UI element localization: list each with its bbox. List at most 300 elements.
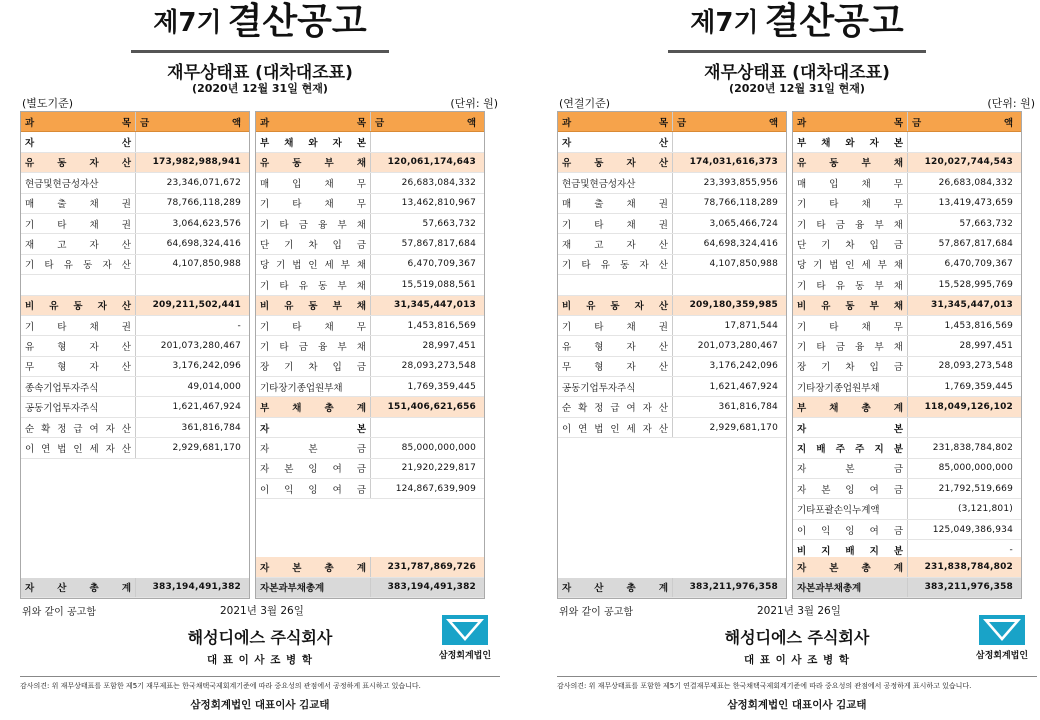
row-amount: 1,453,816,569 <box>944 320 1013 331</box>
row-amount <box>908 418 1021 437</box>
row-amount: 3,176,242,096 <box>172 361 241 372</box>
row-label-text: 자 본 <box>260 423 366 435</box>
liability-equity-row <box>793 173 1021 193</box>
equity-total-row <box>793 557 1021 577</box>
title-text: 결산공고 <box>227 1 367 42</box>
row-amount: 209,211,502,441 <box>152 300 241 311</box>
row-label-text: 비 유 동 부 채 <box>260 301 366 313</box>
row-label <box>256 397 371 416</box>
row-label <box>793 479 908 498</box>
row-amount: 26,683,084,332 <box>938 177 1013 188</box>
assets-table <box>557 111 787 599</box>
row-amount: 57,867,817,684 <box>938 239 1013 250</box>
company-name: 해성디에스 주식회사 <box>187 628 333 647</box>
assets-total-row <box>558 578 786 598</box>
row-label-text: 부 채 총 계 <box>797 403 903 415</box>
row-label-text: 현금및현금성자산 <box>25 178 99 190</box>
liability-equity-row <box>793 194 1021 214</box>
row-label <box>256 357 371 376</box>
row-label <box>793 132 908 151</box>
liability-equity-row <box>256 336 484 356</box>
row-label-text: 현금및현금성자산 <box>562 178 636 190</box>
row-label-text: 자본과부채총계 <box>260 583 325 595</box>
row-amount: 78,766,118,289 <box>703 198 778 209</box>
row-amount: 21,792,519,669 <box>938 483 1013 494</box>
row-label <box>558 194 673 213</box>
header-item <box>21 112 136 131</box>
row-label <box>558 357 673 376</box>
row-label <box>793 153 908 172</box>
asset-row <box>558 316 786 336</box>
header-amount-text: 금 액 <box>912 117 1013 129</box>
row-label <box>793 357 908 376</box>
row-amount: 28,997,451 <box>959 340 1013 351</box>
row-amount: 4,107,850,988 <box>709 259 778 270</box>
row-label-text: 기 타 유 동 자 산 <box>25 260 131 272</box>
unit-label: (단위: 원) <box>987 97 1035 110</box>
row-amount: 2,929,681,170 <box>709 422 778 433</box>
statement-date: (2020년 12월 31일 현재) <box>192 82 328 95</box>
row-label <box>256 214 371 233</box>
audit-opinion: 감사의견: 위 재무상태표를 포함한 제5기 재무제표는 한국채택국제회계기준에 따라 중요성의 관점에서 공정하게 표시하고 있습니다. <box>20 676 500 691</box>
asset-row <box>558 234 786 254</box>
row-amount: 173,982,988,941 <box>152 157 241 168</box>
row-label <box>558 173 673 192</box>
basis-label: (별도기준) <box>22 97 74 110</box>
row-label-text: 기 타 채 권 <box>562 219 668 231</box>
row-label-text: 유 동 부 채 <box>260 158 366 170</box>
row-amount: 64,698,324,416 <box>703 239 778 250</box>
liability-equity-row <box>793 255 1021 275</box>
row-label-text: 자 산 <box>25 138 131 150</box>
row-label-text: 무 형 자 산 <box>562 362 668 374</box>
header-amount <box>136 112 249 131</box>
row-label <box>21 377 136 396</box>
notice-title <box>557 2 1037 53</box>
row-label <box>558 214 673 233</box>
header-item-text: 과 목 <box>25 117 131 129</box>
row-amount: 15,528,995,769 <box>938 279 1013 290</box>
header-amount-text: 금 액 <box>677 117 778 129</box>
row-label-text: 유 형 자 산 <box>562 341 668 353</box>
row-label-text: 자 본 잉 여 금 <box>260 464 366 476</box>
row-label-text: 자 본 총 계 <box>797 562 903 574</box>
issue-date: 2021년 3월 26일 <box>757 605 841 617</box>
row-label-text: 기타장기종업원부채 <box>260 382 343 394</box>
liability-equity-row <box>793 153 1021 173</box>
row-amount: 201,073,280,467 <box>697 340 778 351</box>
row-amount: 85,000,000,000 <box>401 442 476 453</box>
row-label <box>256 234 371 253</box>
statement-subtitle: 재무상태표 (대차대조표) <box>167 63 353 83</box>
row-label-text: 유 형 자 산 <box>25 341 131 353</box>
row-label-text: 기 타 채 무 <box>260 199 366 211</box>
row-amount: 1,769,359,445 <box>944 381 1013 392</box>
title-text: 결산공고 <box>764 1 904 42</box>
liability-equity-row <box>793 234 1021 254</box>
row-amount: 1,621,467,924 <box>172 402 241 413</box>
liability-equity-row <box>256 153 484 173</box>
asset-row <box>558 275 786 295</box>
row-label <box>256 459 371 478</box>
row-label-text: 당 기 법 인 세 부 채 <box>260 260 366 272</box>
liability-equity-row <box>793 336 1021 356</box>
row-amount: 1,621,467,924 <box>709 381 778 392</box>
asset-row <box>558 194 786 214</box>
row-label-text: 자본과부채총계 <box>797 583 862 595</box>
row-label-text: 기타장기종업원부채 <box>797 382 880 394</box>
row-label <box>256 132 371 151</box>
row-label-text: 기 타 채 권 <box>562 321 668 333</box>
asset-row <box>558 132 786 152</box>
header-amount-text: 금 액 <box>140 117 241 129</box>
row-amount: 23,346,071,672 <box>166 177 241 188</box>
row-label-text: 지 배 주 주 지 분 <box>797 443 903 455</box>
table-header <box>793 112 1021 132</box>
asset-row <box>21 397 249 417</box>
ceo-name: 대 표 이 사 조 병 학 <box>744 654 850 666</box>
row-label <box>21 194 136 213</box>
row-amount <box>371 132 484 151</box>
header-amount <box>371 112 484 131</box>
asset-row <box>21 214 249 234</box>
asset-row <box>21 377 249 397</box>
row-amount: 2,929,681,170 <box>172 442 241 453</box>
row-amount: 6,470,709,367 <box>407 259 476 270</box>
row-amount: 361,816,784 <box>718 402 778 413</box>
liability-equity-row <box>256 132 484 152</box>
liability-equity-row <box>793 459 1021 479</box>
row-label-text: 기 타 채 권 <box>25 219 131 231</box>
row-amount <box>673 132 786 151</box>
row-label-text: 단 기 차 입 금 <box>260 240 366 252</box>
row-label-text: 기 타 유 동 자 산 <box>562 260 668 272</box>
row-label-text: 비 지 배 지 분 <box>797 545 903 557</box>
row-label <box>558 296 673 315</box>
liability-equity-row <box>256 357 484 377</box>
auditor-signature: 삼정회계법인 대표이사 김교태 <box>727 699 867 711</box>
row-amount <box>136 132 249 151</box>
auditor-logo-text: 삼정회계법인 <box>975 651 1029 661</box>
row-label <box>21 255 136 274</box>
liability-equity-row <box>256 214 484 234</box>
row-amount <box>908 132 1021 151</box>
header-item <box>558 112 673 131</box>
row-amount <box>371 418 484 437</box>
row-amount: 383,211,976,358 <box>924 582 1013 593</box>
asset-row <box>558 153 786 173</box>
liability-equity-row <box>793 275 1021 295</box>
row-label <box>558 234 673 253</box>
asset-row <box>21 153 249 173</box>
row-label-text: 장 기 차 입 금 <box>260 362 366 374</box>
asset-row <box>558 296 786 316</box>
row-label <box>21 336 136 355</box>
table-header <box>256 112 484 132</box>
liability-equity-row <box>256 459 484 479</box>
header-item <box>793 112 908 131</box>
row-label-text: 이 연 법 인 세 자 산 <box>562 423 668 435</box>
row-label-text: 자 산 총 계 <box>562 583 668 595</box>
announcement-note: 위와 같이 공고함 <box>22 607 96 618</box>
asset-row <box>558 214 786 234</box>
statement-subtitle: 재무상태표 (대차대조표) <box>704 63 890 83</box>
asset-row <box>21 316 249 336</box>
row-label <box>256 153 371 172</box>
asset-row <box>21 418 249 438</box>
row-amount: 3,176,242,096 <box>709 361 778 372</box>
row-label <box>793 173 908 192</box>
row-label-text: 비 유 동 자 산 <box>562 301 668 313</box>
row-label-text: 무 형 자 산 <box>25 362 131 374</box>
header-item-text: 과 목 <box>797 117 903 129</box>
row-label-text: 자 본 잉 여 금 <box>797 484 903 496</box>
liability-equity-row <box>256 438 484 458</box>
row-label <box>793 520 908 539</box>
liability-equity-row <box>256 173 484 193</box>
liabilities-equity-total-row <box>793 578 1021 598</box>
row-amount: 31,345,447,013 <box>931 300 1013 311</box>
row-label-text: 기 타 금 융 부 채 <box>797 219 903 231</box>
row-amount: 1,453,816,569 <box>407 320 476 331</box>
row-label <box>793 255 908 274</box>
row-amount: - <box>1009 544 1013 555</box>
row-label <box>793 234 908 253</box>
asset-row <box>21 357 249 377</box>
row-label <box>793 275 908 294</box>
row-label-text: 자 본 금 <box>260 443 366 455</box>
row-amount: 124,867,639,909 <box>395 483 476 494</box>
row-amount: 383,194,491,382 <box>152 582 241 593</box>
row-label <box>793 578 908 597</box>
liability-equity-row <box>793 479 1021 499</box>
row-label <box>793 316 908 335</box>
asset-row <box>21 234 249 254</box>
header-item <box>256 112 371 131</box>
row-amount: 57,867,817,684 <box>401 239 476 250</box>
row-label <box>256 255 371 274</box>
liability-equity-row <box>793 418 1021 438</box>
liability-equity-row <box>256 296 484 316</box>
row-label-text: 재 고 자 산 <box>562 240 668 252</box>
row-amount: 6,470,709,367 <box>944 259 1013 270</box>
row-label-text: 기 타 채 무 <box>797 199 903 211</box>
row-amount: (3,121,801) <box>957 504 1013 515</box>
row-amount: 13,419,473,659 <box>938 198 1013 209</box>
liability-equity-row <box>256 479 484 499</box>
row-label <box>793 499 908 518</box>
asset-row <box>21 275 249 295</box>
unit-label: (단위: 원) <box>450 97 498 110</box>
statement-date: (2020년 12월 31일 현재) <box>729 82 865 95</box>
row-label <box>256 194 371 213</box>
row-amount <box>136 275 249 294</box>
row-label-text: 종속기업투자주식 <box>25 382 99 394</box>
row-amount: 151,406,621,656 <box>387 402 476 413</box>
announcement-note: 위와 같이 공고함 <box>559 607 633 618</box>
row-label-text: 부 채 와 자 본 <box>797 138 903 150</box>
row-label <box>793 377 908 396</box>
row-label <box>256 578 371 597</box>
row-label-text: 기 타 유 동 부 채 <box>260 280 366 292</box>
row-amount: 201,073,280,467 <box>160 340 241 351</box>
liability-equity-row <box>793 214 1021 234</box>
row-label-text: 매 입 채 무 <box>260 178 366 190</box>
liability-equity-row <box>793 296 1021 316</box>
row-label-text: 기 타 금 융 부 채 <box>797 341 903 353</box>
liability-equity-row <box>793 499 1021 519</box>
liabilities-equity-table <box>255 111 485 599</box>
row-label <box>558 418 673 437</box>
row-label-text: 기 타 채 무 <box>797 321 903 333</box>
row-label <box>21 173 136 192</box>
row-amount: 4,107,850,988 <box>172 259 241 270</box>
row-label <box>558 316 673 335</box>
row-label <box>793 194 908 213</box>
liability-equity-row <box>256 275 484 295</box>
row-label-text: 매 출 채 권 <box>25 199 131 211</box>
row-label <box>558 578 673 597</box>
asset-row <box>21 194 249 214</box>
row-label <box>256 377 371 396</box>
row-amount: 57,663,732 <box>959 218 1013 229</box>
row-amount: 64,698,324,416 <box>166 239 241 250</box>
row-label-text: 부 채 와 자 본 <box>260 138 366 150</box>
row-label-text: 재 고 자 산 <box>25 240 131 252</box>
header-item-text: 과 목 <box>260 117 366 129</box>
row-amount: 120,061,174,643 <box>387 157 476 168</box>
row-amount: 1,769,359,445 <box>407 381 476 392</box>
row-label <box>256 418 371 437</box>
row-amount: 383,211,976,358 <box>689 582 778 593</box>
liability-equity-row <box>793 132 1021 152</box>
row-label-text: 매 입 채 무 <box>797 178 903 190</box>
row-label-text: 자 산 총 계 <box>25 583 131 595</box>
row-label <box>558 275 673 294</box>
row-label <box>21 132 136 151</box>
row-amount: 118,049,126,102 <box>924 402 1013 413</box>
ceo-name: 대 표 이 사 조 병 학 <box>207 654 313 666</box>
liability-equity-row <box>256 194 484 214</box>
consolidated-basis-notice <box>557 0 1037 720</box>
row-label <box>558 377 673 396</box>
row-label <box>21 214 136 233</box>
row-label-text: 매 출 채 권 <box>562 199 668 211</box>
row-amount: 57,663,732 <box>422 218 476 229</box>
liability-equity-row <box>793 520 1021 540</box>
separate-basis-notice <box>20 0 500 720</box>
row-amount: 209,180,359,985 <box>689 300 778 311</box>
row-label <box>793 214 908 233</box>
row-amount: 28,093,273,548 <box>401 361 476 372</box>
asset-row <box>558 418 786 438</box>
asset-row <box>21 132 249 152</box>
header-amount-text: 금 액 <box>375 117 476 129</box>
row-label-text: 기타포괄손익누계액 <box>797 505 880 517</box>
row-amount: 125,049,386,934 <box>932 524 1013 535</box>
equity-total-row <box>256 557 484 577</box>
row-label-text: 자 본 금 <box>797 464 903 476</box>
liability-equity-row <box>256 377 484 397</box>
row-label-text: 부 채 총 계 <box>260 403 366 415</box>
header-amount <box>908 112 1021 131</box>
liability-equity-row <box>793 438 1021 458</box>
row-label <box>793 397 908 416</box>
row-label-text: 공동기업투자주식 <box>25 403 99 415</box>
row-amount: 78,766,118,289 <box>166 198 241 209</box>
liability-equity-row <box>793 377 1021 397</box>
row-amount: 361,816,784 <box>181 422 241 433</box>
table-header <box>558 112 786 132</box>
row-label <box>558 397 673 416</box>
row-label-text: 당 기 법 인 세 부 채 <box>797 260 903 272</box>
row-label <box>256 438 371 457</box>
row-label <box>793 438 908 457</box>
row-label-text: 기 타 금 융 부 채 <box>260 219 366 231</box>
row-label-text: 공동기업투자주식 <box>562 382 636 394</box>
row-label-text: 기 타 유 동 부 채 <box>797 280 903 292</box>
auditor-signature: 삼정회계법인 대표이사 김교태 <box>190 699 330 711</box>
liabilities-equity-table <box>792 111 1022 599</box>
company-name: 해성디에스 주식회사 <box>724 628 870 647</box>
row-amount: 28,093,273,548 <box>938 361 1013 372</box>
asset-row <box>558 173 786 193</box>
issue-date: 2021년 3월 26일 <box>220 605 304 617</box>
row-label <box>21 578 136 597</box>
row-amount: 3,065,466,724 <box>709 218 778 229</box>
row-label-text: 장 기 차 입 금 <box>797 362 903 374</box>
row-label <box>558 153 673 172</box>
row-label-text: 기 타 금 융 부 채 <box>260 341 366 353</box>
row-label <box>793 418 908 437</box>
row-label-text: 자 산 <box>562 138 668 150</box>
row-label-text: 기 타 채 권 <box>25 321 131 333</box>
row-label <box>21 296 136 315</box>
row-label-text: 순 확 정 급 여 자 산 <box>25 423 131 435</box>
asset-row <box>21 438 249 458</box>
row-amount: 174,031,616,373 <box>689 157 778 168</box>
row-amount: 28,997,451 <box>422 340 476 351</box>
row-label-text: 자 본 <box>797 423 903 435</box>
row-label-text: 이 연 법 인 세 자 산 <box>25 443 131 455</box>
row-amount <box>673 275 786 294</box>
row-amount: - <box>237 320 241 331</box>
row-label <box>793 336 908 355</box>
row-label-text: 순 확 정 급 여 자 산 <box>562 403 668 415</box>
header-amount <box>673 112 786 131</box>
table-header <box>21 112 249 132</box>
asset-row <box>21 173 249 193</box>
asset-row <box>21 296 249 316</box>
row-label <box>558 255 673 274</box>
notice-title <box>20 2 500 53</box>
asset-row <box>21 255 249 275</box>
liability-equity-row <box>793 397 1021 417</box>
row-amount: 231,787,869,726 <box>387 561 476 572</box>
row-label-text: 자 본 총 계 <box>260 562 366 574</box>
asset-row <box>558 397 786 417</box>
row-amount: 231,838,784,802 <box>932 442 1013 453</box>
liability-equity-row <box>793 316 1021 336</box>
row-label-text: 유 동 자 산 <box>562 158 668 170</box>
row-amount: 383,194,491,382 <box>387 582 476 593</box>
row-amount: 85,000,000,000 <box>938 463 1013 474</box>
row-amount: 120,027,744,543 <box>924 157 1013 168</box>
row-label <box>256 557 371 576</box>
row-label-text: 단 기 차 입 금 <box>797 240 903 252</box>
basis-label: (연결기준) <box>559 97 611 110</box>
row-amount: 23,393,855,956 <box>703 177 778 188</box>
